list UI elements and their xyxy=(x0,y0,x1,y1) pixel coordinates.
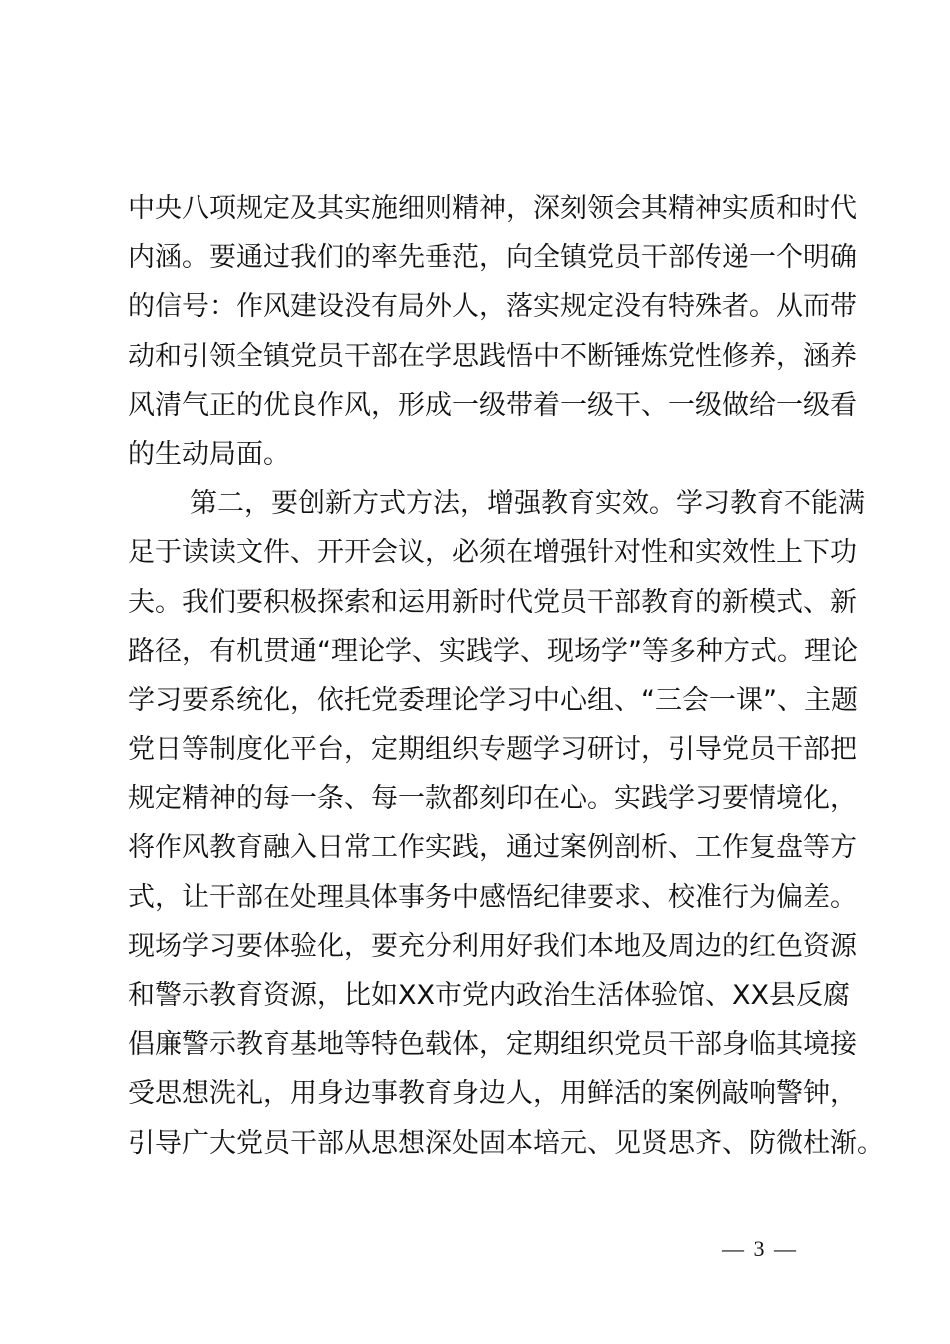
page-number: — 3 — xyxy=(722,1236,798,1261)
paragraph-2-line-8: 将作风教育融入日常工作实践，通过案例剖析、工作复盘等方 xyxy=(128,832,857,864)
paragraph-2-line-12: 倡廉警示教育基地等特色载体，定期组织党员干部身临其境接 xyxy=(128,1029,857,1061)
paragraph-1-line-1: 中央八项规定及其实施细则精神，深刻领会其精神实质和时代 xyxy=(128,193,857,224)
paragraph-1-line-2: 内涵。要通过我们的率先垂范，向全镇党员干部传递一个明确 xyxy=(128,242,857,274)
paragraph-2-line-9: 式，让干部在处理具体事务中感悟纪律要求、校准行为偏差。 xyxy=(128,881,857,913)
paragraph-2-line-3: 夫。我们要积极探索和运用新时代党员干部教育的新模式、新 xyxy=(128,586,857,618)
paragraph-2-line-13: 受思想洗礼，用身边事教育身边人，用鲜活的案例敲响警钟， xyxy=(128,1078,857,1110)
paragraph-2-line-2: 足于读读文件、开开会议，必须在增强针对性和实效性上下功 xyxy=(128,537,857,569)
paragraph-2-line-5: 学习要系统化，依托党委理论学习中心组、“三会一课”、主题 xyxy=(128,684,858,716)
paragraph-2-line-6: 党日等制度化平台，定期组织专题学习研讨，引导党员干部把 xyxy=(128,734,857,766)
paragraph-1-line-4: 动和引领全镇党员干部在学思践悟中不断锤炼党性修养，涵养 xyxy=(128,340,857,372)
paragraph-2-line-10: 现场学习要体验化，要充分利用好我们本地及周边的红色资源 xyxy=(128,930,857,962)
paragraph-1-line-5: 风清气正的优良作风，形成一级带着一级干、一级做给一级看 xyxy=(128,389,857,421)
paragraph-1-line-6: 的生动局面。 xyxy=(128,438,290,470)
paragraph-2-line-4: 路径，有机贯通“理论学、实践学、现场学”等多种方式。理论 xyxy=(128,635,858,667)
paragraph-1-line-3: 的信号：作风建设没有局外人，落实规定没有特殊者。从而带 xyxy=(128,291,857,323)
paragraph-2-line-14: 引导广大党员干部从思想深处固本培元、见贤思齐、防微杜渐。 xyxy=(128,1127,884,1159)
paragraph-2-line-7: 规定精神的每一条、每一款都刻印在心。实践学习要情境化， xyxy=(128,783,857,815)
paragraph-2-line-11: 和警示教育资源，比如XX市党内政治生活体验馆、XX县反腐 xyxy=(128,980,850,1011)
paragraph-2-line-1: 第二，要创新方式方法，增强教育实效。学习教育不能满 xyxy=(190,488,865,520)
document-body xyxy=(128,184,884,1168)
